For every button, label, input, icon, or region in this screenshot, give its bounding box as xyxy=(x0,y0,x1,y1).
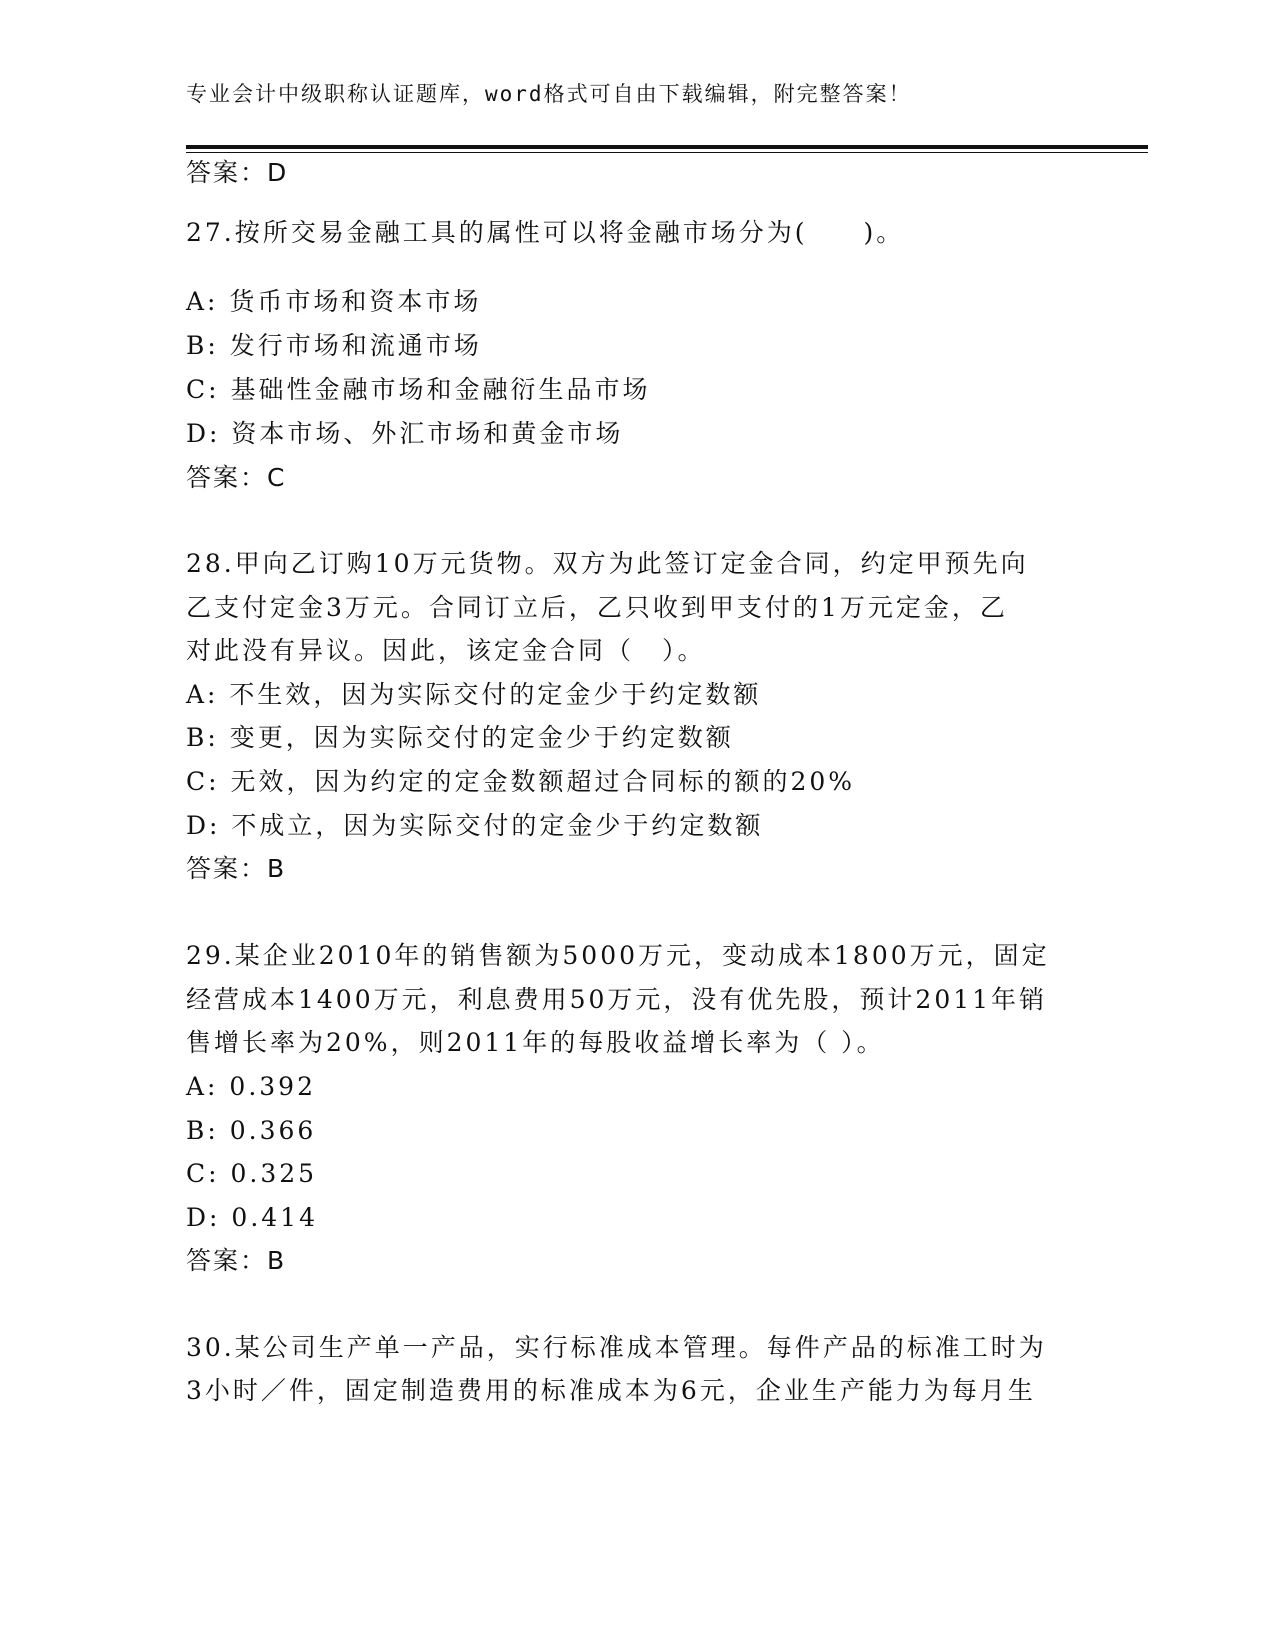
answer-line: 答案：D xyxy=(186,158,289,187)
question-stem: 30.某公司生产单一产品，实行标准成本管理。每件产品的标准工时为 xyxy=(186,1333,1047,1362)
option-a: A: 0.392 xyxy=(186,1072,316,1101)
option-c: C: 无效，因为约定的定金数额超过合同标的额的20% xyxy=(186,767,856,796)
option-c: C: 基础性金融市场和金融衍生品市场 xyxy=(186,375,651,404)
question-stem: 27.按所交易金融工具的属性可以将金融市场分为( )。 xyxy=(186,218,905,247)
question-stem: 3小时／件，固定制造费用的标准成本为6元，企业生产能力为每月生 xyxy=(186,1376,1036,1405)
option-d: D: 资本市场、外汇市场和黄金市场 xyxy=(186,419,624,448)
question-stem: 28.甲向乙订购10万元货物。双方为此签订定金合同，约定甲预先向 xyxy=(186,549,1029,578)
question-stem: 对此没有异议。因此，该定金合同（ ）。 xyxy=(186,636,706,665)
answer-line: 答案：B xyxy=(186,1246,287,1275)
page-header: 专业会计中级职称认证题库，word格式可自由下载编辑，附完整答案！ xyxy=(186,82,912,106)
header-rule-thick xyxy=(186,145,1148,149)
option-b: B: 变更，因为实际交付的定金少于约定数额 xyxy=(186,723,734,752)
option-a: A: 货币市场和资本市场 xyxy=(186,287,482,316)
option-d: D: 不成立，因为实际交付的定金少于约定数额 xyxy=(186,811,764,840)
question-stem: 售增长率为20%，则2011年的每股收益增长率为（ ）。 xyxy=(186,1028,885,1057)
answer-line: 答案：B xyxy=(186,854,287,883)
option-d: D: 0.414 xyxy=(186,1203,318,1232)
question-stem: 乙支付定金3万元。合同订立后，乙只收到甲支付的1万元定金，乙 xyxy=(186,593,1008,622)
option-c: C: 0.325 xyxy=(186,1159,318,1188)
option-b: B: 0.366 xyxy=(186,1116,317,1145)
question-stem: 经营成本1400万元，利息费用50万元，没有优先股，预计2011年销 xyxy=(186,985,1048,1014)
question-stem: 29.某企业2010年的销售额为5000万元，变动成本1800万元，固定 xyxy=(186,941,1050,970)
answer-line: 答案：C xyxy=(186,463,287,492)
header-rule-thin xyxy=(186,152,1148,153)
option-a: A: 不生效，因为实际交付的定金少于约定数额 xyxy=(186,680,762,709)
option-b: B: 发行市场和流通市场 xyxy=(186,331,482,360)
